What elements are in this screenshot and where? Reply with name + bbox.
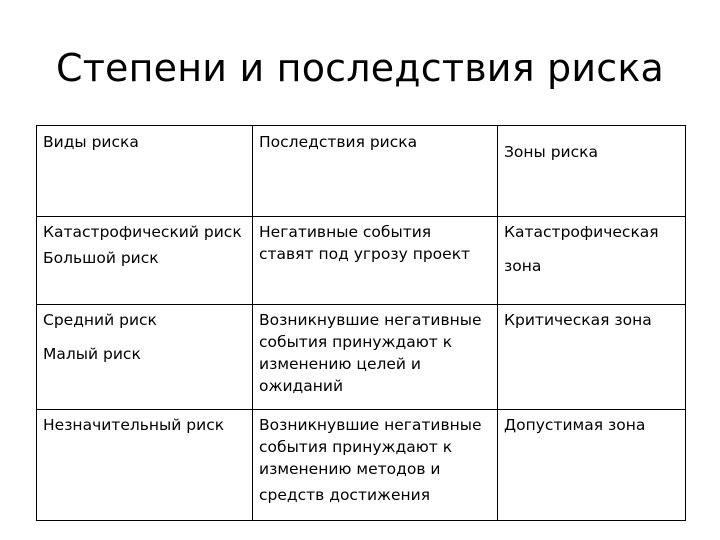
risk-types-cell [37,305,253,410]
header-risk-consequences-label: Последствия риска [259,133,418,151]
consequence-line: события принуждают к [259,333,453,351]
table-row [37,410,686,521]
consequence-line: ожиданий [259,377,344,395]
zone-line: Допустимая зона [504,416,646,434]
risk-table [36,125,686,521]
header-risk-zones-label: Зоны риска [504,143,599,161]
risk-types-cell [37,217,253,305]
slide-title: Степени и последствия риска [55,46,664,90]
consequence-line: изменению целей и [259,355,422,373]
consequence-cell [253,217,498,305]
risk-type-catastrophic: Катастрофический риск [43,223,242,241]
consequence-line: изменению методов и [259,460,441,478]
zone-line: зона [504,257,542,275]
zone-cell [498,217,686,305]
header-risk-consequences [253,126,498,217]
consequence-line: события принуждают к [259,438,453,456]
risk-type-large: Большой риск [43,249,159,267]
risk-type-medium: Средний риск [43,311,157,329]
consequence-line: средств достижения [259,486,431,504]
consequence-line: Возникнувшие негативные [259,311,482,329]
table-row [37,305,686,410]
header-risk-types-label: Виды риска [43,133,139,151]
zone-line: Катастрофическая [504,223,659,241]
zone-line: Критическая зона [504,311,652,329]
consequence-line: Возникнувшие негативные [259,416,482,434]
consequence-cell [253,410,498,521]
table-header-row [37,126,686,217]
header-risk-types [37,126,253,217]
risk-types-cell [37,410,253,521]
zone-cell [498,305,686,410]
zone-cell [498,410,686,521]
risk-type-small: Малый риск [43,345,141,363]
consequence-line: ставят под угрозу проект [259,245,471,263]
consequence-cell [253,305,498,410]
risk-type-insignificant: Незначительный риск [43,416,225,434]
table-row [37,217,686,305]
header-risk-zones [498,126,686,217]
consequence-line: Негативные события [259,223,432,241]
